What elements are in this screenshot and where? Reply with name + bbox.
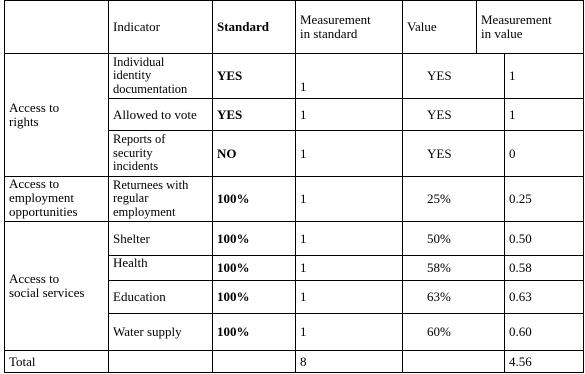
total-measurement-standard: 8 <box>296 351 403 373</box>
header-value: Value <box>403 1 477 54</box>
standard-cell: NO <box>213 131 296 177</box>
measurement-value-cell: 1 <box>505 99 584 131</box>
group-access-to-social-services: Access to social services <box>5 222 109 351</box>
group-access-to-rights: Access to rights <box>5 54 109 177</box>
value-cell: YES <box>403 131 505 177</box>
measurement-standard-cell: 1 <box>296 177 403 222</box>
indicator-cell: Returnees with regular employment <box>109 177 213 222</box>
indicator-cell: Individual identity documentation <box>109 54 213 99</box>
measurement-value-cell: 0.50 <box>505 222 584 256</box>
standard-cell: 100% <box>213 222 296 256</box>
value-cell: YES <box>403 54 505 99</box>
value-cell: 58% <box>403 256 505 281</box>
value-cell: 25% <box>403 177 505 222</box>
indicator-cell: Health <box>109 256 213 281</box>
measurement-value-cell: 0 <box>505 131 584 177</box>
measurement-standard-cell: 1 <box>296 131 403 177</box>
measurement-value-cell: 0.60 <box>505 314 584 351</box>
standard-cell: 100% <box>213 256 296 281</box>
table-row <box>5 177 584 222</box>
standard-cell: YES <box>213 54 296 99</box>
measurement-standard-cell: 1 <box>296 54 403 99</box>
standard-cell: 100% <box>213 177 296 222</box>
total-empty-cell <box>213 351 296 373</box>
group-access-to-employment: Access to employment opportunities <box>5 177 109 222</box>
value-cell: 50% <box>403 222 505 256</box>
value-cell: YES <box>403 99 505 131</box>
measurement-value-cell: 0.63 <box>505 281 584 314</box>
table-row <box>5 54 584 99</box>
measurement-value-cell: 0.25 <box>505 177 584 222</box>
header-measurement-value: Measurement in value <box>477 1 584 54</box>
total-empty-cell <box>109 351 213 373</box>
indicator-cell: Shelter <box>109 222 213 256</box>
header-indicator: Indicator <box>109 1 213 54</box>
header-standard: Standard <box>213 1 296 54</box>
measurement-value-cell: 0.58 <box>505 256 584 281</box>
total-measurement-value: 4.56 <box>505 351 584 373</box>
measurement-standard-cell: 1 <box>296 256 403 281</box>
total-row <box>5 351 584 373</box>
measurement-standard-cell: 1 <box>296 281 403 314</box>
indicator-cell: Water supply <box>109 314 213 351</box>
standard-cell: 100% <box>213 314 296 351</box>
table-header-row <box>5 1 584 54</box>
indicator-cell: Education <box>109 281 213 314</box>
table-row <box>5 222 584 256</box>
standard-cell: YES <box>213 99 296 131</box>
measurement-standard-cell: 1 <box>296 314 403 351</box>
indicator-cell: Allowed to vote <box>109 99 213 131</box>
indicator-table <box>4 0 584 373</box>
standard-cell: 100% <box>213 281 296 314</box>
measurement-value-cell: 1 <box>505 54 584 99</box>
total-empty-cell <box>403 351 505 373</box>
value-cell: 63% <box>403 281 505 314</box>
header-measurement-standard: Measurement in standard <box>296 1 403 54</box>
value-cell: 60% <box>403 314 505 351</box>
total-label: Total <box>5 351 109 373</box>
indicator-cell: Reports of security incidents <box>109 131 213 177</box>
header-empty-cell <box>5 1 109 54</box>
measurement-standard-cell: 1 <box>296 99 403 131</box>
measurement-standard-cell: 1 <box>296 222 403 256</box>
